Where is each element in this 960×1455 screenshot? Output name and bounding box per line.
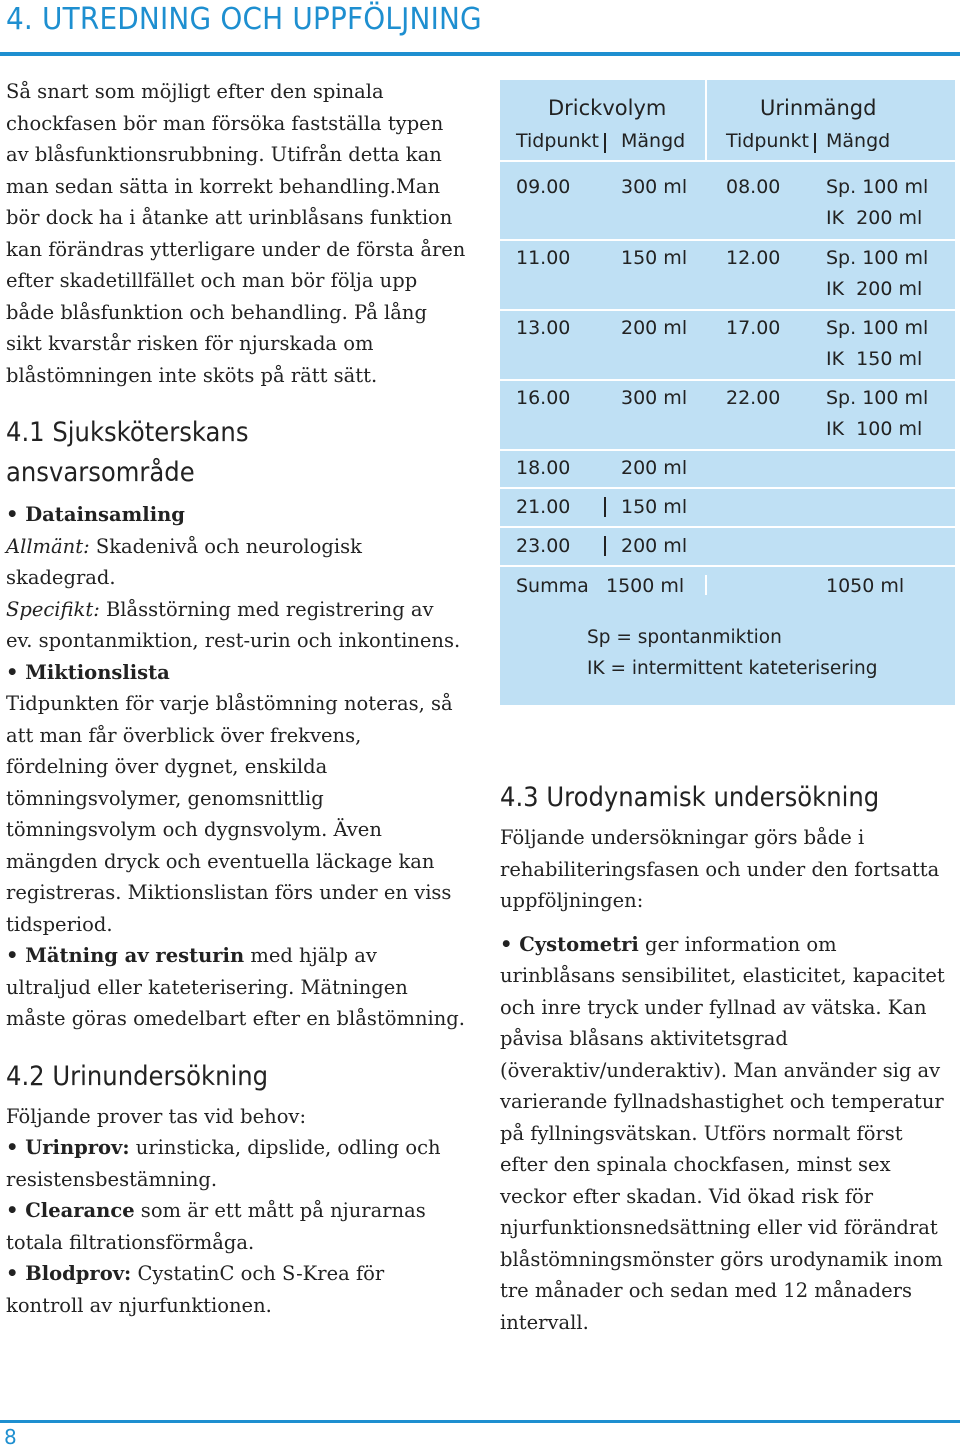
- drink-time: 09.00: [516, 176, 571, 198]
- drink-amount: 200 ml: [621, 457, 688, 479]
- table-divider-tick: [604, 133, 606, 153]
- table-divider-tick: [604, 536, 606, 556]
- legend-sp: Sp = spontanmiktion: [587, 627, 782, 648]
- urine-header: Urinmängd: [760, 96, 877, 120]
- urinprov-item: [6, 1132, 466, 1195]
- footer-rule: [0, 1420, 960, 1423]
- datainsamling-title: • Datainsamling: [6, 499, 466, 531]
- urine-sp: Sp. 100 ml: [826, 176, 929, 198]
- drink-amount: 200 ml: [621, 535, 688, 557]
- clearance-text: som är ett mått på njurarnas totala filtrationsförmåga.: [6, 1199, 426, 1254]
- table-row-divider: [500, 239, 955, 241]
- drink-time: 21.00: [516, 496, 571, 518]
- urine-time: 12.00: [726, 247, 781, 269]
- urine-sp: Sp. 100 ml: [826, 317, 929, 339]
- blodprov-text: CystatinC och S-Krea för kontroll av njurfunktionen.: [6, 1262, 385, 1317]
- cystometri-title: • Cystometri: [500, 933, 639, 956]
- left-column: [6, 76, 466, 1321]
- section-4-3-intro: Följande undersökningar görs både i rehabiliteringsfasen och under den fortsatta uppföljningen:: [500, 826, 940, 912]
- miktionslista-title: • Miktionslista: [6, 657, 466, 689]
- drink-amount: 300 ml: [621, 387, 688, 409]
- table-row-divider: [500, 379, 955, 381]
- drink-time: 18.00: [516, 457, 571, 479]
- drink-amount: 150 ml: [621, 247, 688, 269]
- voiding-diary-table: [500, 80, 955, 705]
- drink-header: Drickvolym: [548, 96, 667, 120]
- urine-time-header: Tidpunkt: [726, 130, 809, 152]
- drink-amount-header: Mängd: [621, 130, 686, 152]
- drink-time-header: Tidpunkt: [516, 130, 599, 152]
- legend-ik: IK = intermittent kateterisering: [587, 658, 878, 679]
- drink-amount: 150 ml: [621, 496, 688, 518]
- section-4-1-title: 4.1 Sjuksköterskans ansvarsområde: [6, 417, 249, 488]
- general-text: Skadenivå och neurologisk skadegrad.: [6, 534, 362, 589]
- table-row-divider: [500, 526, 955, 528]
- page-number: 8: [4, 1425, 17, 1449]
- section-4-2-intro: Följande prover tas vid behov:: [6, 1104, 307, 1128]
- urine-ik: IK 100 ml: [826, 418, 923, 440]
- page-heading: 4. UTREDNING OCH UPPFÖLJNING: [6, 2, 482, 37]
- drink-time: 11.00: [516, 247, 571, 269]
- urine-sp: Sp. 100 ml: [826, 387, 929, 409]
- table-row-divider: [500, 449, 955, 451]
- general-label: Allmänt:: [6, 534, 90, 558]
- matning-text: med hjälp av ultraljud eller kateterisering. Mätningen måste göras omedelbart efter en blåstömning.: [6, 944, 465, 1030]
- sum-drink: 1500 ml: [606, 575, 685, 597]
- section-4-2-title: 4.2 Urinundersökning: [6, 1060, 269, 1092]
- table-divider-vertical: [705, 80, 707, 160]
- specific-text: Blåsstörning med registrering av ev. spontanmiktion, rest-urin och inkontinens.: [6, 597, 461, 652]
- urine-time: 17.00: [726, 317, 781, 339]
- blodprov-item: [6, 1258, 466, 1321]
- table-divider-horizontal: [500, 160, 955, 162]
- clearance-title: • Clearance: [6, 1199, 135, 1222]
- urinprov-title: • Urinprov:: [6, 1136, 130, 1159]
- matning-item: [6, 940, 466, 1035]
- table-row-divider: [500, 487, 955, 489]
- table-divider-vertical: [705, 575, 707, 595]
- urine-ik: IK 150 ml: [826, 348, 923, 370]
- matning-title: • Mätning av resturin: [6, 944, 244, 967]
- specific-label: Specifikt:: [6, 597, 100, 621]
- heading-rule: [0, 52, 960, 56]
- sum-label: Summa: [516, 575, 589, 597]
- urine-time: 22.00: [726, 387, 781, 409]
- drink-time: 13.00: [516, 317, 571, 339]
- urine-ik: IK 200 ml: [826, 207, 923, 229]
- urinprov-text: urinsticka, dipslide, odling och resistensbestämning.: [6, 1136, 441, 1191]
- clearance-item: [6, 1195, 466, 1258]
- table-divider-tick: [604, 497, 606, 517]
- urine-ik: IK 200 ml: [826, 278, 923, 300]
- cystometri-text: ger information om urinblåsans sensibilitet, elasticitet, kapacitet och inre tryck under fyllnad av vätska. Kan påvisa blåsans aktivitetsgrad (överaktiv/underaktiv). Man använder sig av varierande fyllnadshastighet och temperatur på fyllningsvätskan. Utförs normalt först efter den spinala chockfasen, minst sex veckor efter skadan. Vid ökad risk för njurfunktionsnedsättning eller vid förändrat blåstömningsmönster görs urodynamik inom tre månader och sedan med 12 månaders intervall.: [500, 932, 945, 1334]
- intro-paragraph: Så snart som möjligt efter den spinala chockfasen bör man försöka fastställa typen av blåsfunktionsrubbning. Utifrån detta kan man sedan sätta in korrekt behandling.Man bör dock ha i åtanke att urinblåsans funktion kan förändras ytterligare under de första åren efter skadetillfället och man bör följa upp både blåsfunktion och behandling. På lång sikt kvarstår risken för njurskada om blåstömningen inte sköts på rätt sätt.: [6, 80, 466, 387]
- table-divider-tick: [814, 133, 816, 153]
- right-column: [500, 778, 955, 1338]
- sum-urine: 1050 ml: [826, 575, 905, 597]
- section-4-3-title: 4.3 Urodynamisk undersökning: [500, 782, 880, 813]
- urine-time: 08.00: [726, 176, 781, 198]
- drink-amount: 300 ml: [621, 176, 688, 198]
- drink-time: 23.00: [516, 535, 571, 557]
- blodprov-title: • Blodprov:: [6, 1262, 131, 1285]
- urine-sp: Sp. 100 ml: [826, 247, 929, 269]
- table-row-divider: [500, 309, 955, 311]
- table-row-divider: [500, 565, 955, 567]
- cystometri-item: [500, 929, 955, 1339]
- datainsamling-specific: [6, 594, 466, 657]
- drink-amount: 200 ml: [621, 317, 688, 339]
- datainsamling-general: [6, 531, 466, 594]
- urine-amount-header: Mängd: [826, 130, 891, 152]
- drink-time: 16.00: [516, 387, 571, 409]
- miktionslista-text: Tidpunkten för varje blåstömning noteras, så att man får överblick över frekvens, fördelning över dygnet, enskilda tömningsvolymer, genomsnittlig tömningsvolym och dygnsvolym. Även mängden dryck och eventuella läckage kan registreras. Miktionslistan förs under en viss tidsperiod.: [6, 692, 453, 936]
